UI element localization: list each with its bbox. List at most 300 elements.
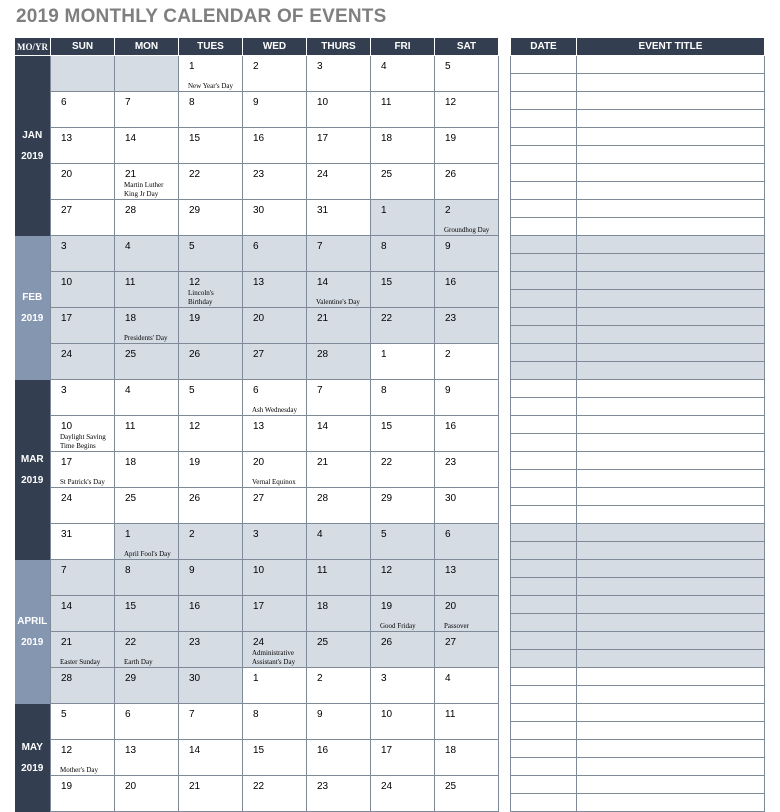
event-date-cell[interactable] (511, 290, 577, 308)
event-row (511, 794, 765, 812)
event-date-cell[interactable] (511, 146, 577, 164)
day-cell[interactable] (115, 308, 179, 344)
day-number: 24 (381, 781, 393, 792)
event-title-cell[interactable] (577, 524, 765, 542)
day-cell[interactable] (115, 488, 179, 524)
day-number: 9 (317, 709, 323, 720)
event-title-cell[interactable] (577, 704, 765, 722)
day-number: 10 (253, 565, 265, 576)
event-title-cell[interactable] (577, 776, 765, 794)
week-row (15, 92, 499, 128)
event-date-cell[interactable] (511, 524, 577, 542)
day-cell[interactable] (179, 200, 243, 236)
day-number: 1 (125, 529, 131, 540)
day-cell[interactable] (243, 92, 307, 128)
day-cell[interactable] (243, 164, 307, 200)
event-title-cell[interactable] (577, 344, 765, 362)
event-row (511, 596, 765, 614)
event-date-cell[interactable] (511, 272, 577, 290)
event-date-cell[interactable] (511, 74, 577, 92)
day-cell[interactable] (243, 776, 307, 812)
day-cell[interactable] (371, 128, 435, 164)
day-cell[interactable] (307, 596, 371, 632)
day-cell[interactable] (115, 380, 179, 416)
day-cell[interactable] (51, 704, 115, 740)
event-title-cell[interactable] (577, 110, 765, 128)
day-cell[interactable] (51, 272, 115, 308)
event-title-cell[interactable] (577, 632, 765, 650)
day-cell[interactable] (435, 416, 499, 452)
day-cell[interactable] (179, 308, 243, 344)
event-row (511, 254, 765, 272)
day-number: 4 (381, 61, 387, 72)
day-cell[interactable] (371, 236, 435, 272)
day-number: 8 (381, 385, 387, 396)
event-title-cell[interactable] (577, 56, 765, 74)
holiday-label: Lincoln's Birthday (188, 289, 214, 306)
day-number: 13 (253, 277, 265, 288)
event-row (511, 308, 765, 326)
day-cell[interactable] (179, 128, 243, 164)
day-number: 16 (253, 133, 265, 144)
day-cell[interactable] (51, 56, 115, 92)
holiday-label: Groundhog Day (444, 225, 490, 234)
day-cell[interactable] (435, 380, 499, 416)
day-cell[interactable] (51, 524, 115, 560)
day-cell[interactable] (371, 452, 435, 488)
event-date-cell[interactable] (511, 758, 577, 776)
day-cell[interactable] (435, 200, 499, 236)
day-cell[interactable] (115, 524, 179, 560)
event-title-cell[interactable] (577, 416, 765, 434)
day-number: 10 (317, 97, 329, 108)
day-number: 6 (253, 241, 259, 252)
day-cell[interactable] (51, 380, 115, 416)
day-number: 27 (61, 205, 73, 216)
day-cell[interactable] (371, 668, 435, 704)
week-row (15, 236, 499, 272)
day-cell[interactable] (243, 524, 307, 560)
day-number: 20 (253, 457, 265, 468)
day-cell[interactable] (115, 740, 179, 776)
holiday-label: Mother's Day (60, 765, 99, 774)
day-cell[interactable] (371, 164, 435, 200)
day-cell[interactable] (179, 416, 243, 452)
event-title-cell[interactable] (577, 362, 765, 380)
day-cell[interactable] (307, 272, 371, 308)
event-title-cell[interactable] (577, 182, 765, 200)
event-title-cell[interactable] (577, 290, 765, 308)
day-number: 2 (317, 673, 323, 684)
day-cell[interactable] (115, 128, 179, 164)
event-date-cell[interactable] (511, 218, 577, 236)
day-cell[interactable] (307, 200, 371, 236)
event-date-cell[interactable] (511, 128, 577, 146)
month-label-cell (15, 560, 51, 704)
event-date-cell[interactable] (511, 344, 577, 362)
event-title-cell[interactable] (577, 470, 765, 488)
event-date-cell[interactable] (511, 632, 577, 650)
day-cell[interactable] (243, 128, 307, 164)
day-number: 12 (61, 745, 73, 756)
day-cell[interactable] (243, 416, 307, 452)
calendar-header-row (15, 38, 499, 56)
event-date-cell[interactable] (511, 164, 577, 182)
day-number: 3 (61, 241, 67, 252)
day-cell[interactable] (115, 704, 179, 740)
day-cell[interactable] (51, 452, 115, 488)
event-date-cell[interactable] (511, 794, 577, 812)
event-row (511, 110, 765, 128)
day-cell[interactable] (435, 128, 499, 164)
day-cell[interactable] (243, 596, 307, 632)
event-date-cell[interactable] (511, 506, 577, 524)
day-cell[interactable] (179, 272, 243, 308)
moyr-header: MO/YR (15, 38, 51, 56)
day-cell[interactable] (115, 416, 179, 452)
event-date-cell[interactable] (511, 668, 577, 686)
day-cell[interactable] (243, 560, 307, 596)
event-date-cell[interactable] (511, 254, 577, 272)
event-row (511, 578, 765, 596)
day-cell[interactable] (307, 524, 371, 560)
day-cell[interactable] (115, 344, 179, 380)
day-cell[interactable] (435, 56, 499, 92)
events-table (510, 37, 765, 812)
day-cell[interactable] (307, 560, 371, 596)
day-cell[interactable] (243, 452, 307, 488)
day-cell[interactable] (435, 524, 499, 560)
day-cell[interactable] (307, 380, 371, 416)
event-date-cell[interactable] (511, 596, 577, 614)
day-number: 27 (253, 349, 265, 360)
day-number: 18 (445, 745, 457, 756)
day-number: 28 (317, 349, 329, 360)
day-cell[interactable] (115, 776, 179, 812)
day-cell[interactable] (243, 236, 307, 272)
day-number: 11 (317, 565, 328, 576)
event-title-cell[interactable] (577, 254, 765, 272)
day-cell[interactable] (179, 632, 243, 668)
day-cell[interactable] (51, 128, 115, 164)
day-cell[interactable] (51, 560, 115, 596)
day-cell[interactable] (435, 596, 499, 632)
day-cell[interactable] (435, 668, 499, 704)
holiday-label: Presidents' Day (124, 333, 168, 342)
day-cell[interactable] (435, 740, 499, 776)
day-cell[interactable] (179, 488, 243, 524)
event-date-cell[interactable] (511, 416, 577, 434)
day-number: 9 (445, 385, 451, 396)
day-number: 8 (381, 241, 387, 252)
event-row (511, 740, 765, 758)
day-cell[interactable] (435, 632, 499, 668)
event-title-cell[interactable] (577, 326, 765, 344)
day-number: 8 (125, 565, 131, 576)
day-cell[interactable] (435, 560, 499, 596)
day-cell[interactable] (371, 308, 435, 344)
day-cell[interactable] (307, 632, 371, 668)
event-title-header: EVENT TITLE (577, 38, 765, 56)
event-date-cell[interactable] (511, 200, 577, 218)
event-row (511, 758, 765, 776)
day-cell[interactable] (435, 272, 499, 308)
day-number: 6 (253, 385, 259, 396)
day-cell[interactable] (179, 92, 243, 128)
event-title-cell[interactable] (577, 164, 765, 182)
event-title-cell[interactable] (577, 668, 765, 686)
event-date-cell[interactable] (511, 182, 577, 200)
day-cell[interactable] (51, 200, 115, 236)
day-cell[interactable] (51, 776, 115, 812)
event-date-cell[interactable] (511, 56, 577, 74)
event-title-cell[interactable] (577, 722, 765, 740)
day-number: 19 (189, 457, 201, 468)
day-cell[interactable] (435, 452, 499, 488)
event-title-cell[interactable] (577, 614, 765, 632)
day-cell[interactable] (115, 236, 179, 272)
day-cell[interactable] (179, 740, 243, 776)
event-title-cell[interactable] (577, 398, 765, 416)
day-number: 27 (445, 637, 457, 648)
day-cell[interactable] (307, 308, 371, 344)
day-cell[interactable] (307, 488, 371, 524)
day-cell[interactable] (115, 164, 179, 200)
event-title-cell[interactable] (577, 740, 765, 758)
event-date-cell[interactable] (511, 362, 577, 380)
day-cell[interactable] (51, 668, 115, 704)
day-cell[interactable] (179, 524, 243, 560)
day-cell[interactable] (435, 776, 499, 812)
day-cell[interactable] (371, 380, 435, 416)
day-number: 30 (253, 205, 265, 216)
day-header-sun: SUN (51, 38, 115, 56)
day-cell[interactable] (371, 776, 435, 812)
day-cell[interactable] (307, 56, 371, 92)
day-cell[interactable] (307, 704, 371, 740)
event-date-cell[interactable] (511, 470, 577, 488)
day-cell[interactable] (307, 416, 371, 452)
day-number: 22 (189, 169, 201, 180)
day-number: 15 (125, 601, 137, 612)
day-cell[interactable] (307, 236, 371, 272)
event-title-cell[interactable] (577, 488, 765, 506)
day-cell[interactable] (51, 308, 115, 344)
day-cell[interactable] (243, 308, 307, 344)
holiday-label: Valentine's Day (316, 297, 360, 306)
day-cell[interactable] (243, 56, 307, 92)
event-date-cell[interactable] (511, 614, 577, 632)
event-date-cell[interactable] (511, 740, 577, 758)
day-cell[interactable] (179, 776, 243, 812)
event-date-cell[interactable] (511, 488, 577, 506)
event-date-cell[interactable] (511, 110, 577, 128)
event-date-cell[interactable] (511, 92, 577, 110)
day-cell[interactable] (243, 488, 307, 524)
day-cell[interactable] (307, 164, 371, 200)
event-row (511, 200, 765, 218)
event-date-cell[interactable] (511, 236, 577, 254)
event-date-cell[interactable] (511, 722, 577, 740)
day-cell[interactable] (435, 704, 499, 740)
event-title-cell[interactable] (577, 434, 765, 452)
event-date-cell[interactable] (511, 560, 577, 578)
day-cell[interactable] (51, 92, 115, 128)
event-title-cell[interactable] (577, 236, 765, 254)
day-cell[interactable] (307, 344, 371, 380)
event-date-cell[interactable] (511, 398, 577, 416)
event-title-cell[interactable] (577, 218, 765, 236)
day-number: 28 (125, 205, 137, 216)
day-cell[interactable] (115, 56, 179, 92)
event-title-cell[interactable] (577, 380, 765, 398)
day-cell[interactable] (243, 632, 307, 668)
day-cell[interactable] (371, 632, 435, 668)
day-cell[interactable] (371, 200, 435, 236)
day-cell[interactable] (243, 272, 307, 308)
day-cell[interactable] (435, 236, 499, 272)
day-cell[interactable] (51, 740, 115, 776)
day-cell[interactable] (51, 416, 115, 452)
day-cell[interactable] (243, 200, 307, 236)
holiday-label: Earth Day (124, 657, 153, 666)
day-cell[interactable] (115, 272, 179, 308)
event-title-cell[interactable] (577, 128, 765, 146)
day-cell[interactable] (115, 596, 179, 632)
day-cell[interactable] (179, 236, 243, 272)
month-year: 2019 (21, 312, 44, 324)
event-title-cell[interactable] (577, 92, 765, 110)
day-cell[interactable] (307, 452, 371, 488)
day-cell[interactable] (179, 704, 243, 740)
day-number: 14 (317, 277, 329, 288)
event-date-cell[interactable] (511, 776, 577, 794)
event-title-cell[interactable] (577, 596, 765, 614)
day-cell[interactable] (307, 92, 371, 128)
day-cell[interactable] (371, 740, 435, 776)
day-cell[interactable] (371, 92, 435, 128)
event-date-cell[interactable] (511, 308, 577, 326)
event-title-cell[interactable] (577, 542, 765, 560)
event-title-cell[interactable] (577, 578, 765, 596)
day-cell[interactable] (115, 560, 179, 596)
event-title-cell[interactable] (577, 560, 765, 578)
day-cell[interactable] (115, 200, 179, 236)
day-cell[interactable] (243, 344, 307, 380)
day-cell[interactable] (115, 452, 179, 488)
day-cell[interactable] (371, 416, 435, 452)
event-date-cell[interactable] (511, 578, 577, 596)
day-cell[interactable] (51, 596, 115, 632)
event-date-cell[interactable] (511, 686, 577, 704)
event-title-cell[interactable] (577, 308, 765, 326)
day-cell[interactable] (435, 488, 499, 524)
event-date-cell[interactable] (511, 704, 577, 722)
day-cell[interactable] (307, 776, 371, 812)
day-cell[interactable] (243, 380, 307, 416)
day-cell[interactable] (243, 668, 307, 704)
event-title-cell[interactable] (577, 794, 765, 812)
day-cell[interactable] (51, 164, 115, 200)
event-title-cell[interactable] (577, 758, 765, 776)
day-cell[interactable] (51, 236, 115, 272)
event-row (511, 452, 765, 470)
day-cell[interactable] (435, 92, 499, 128)
event-title-cell[interactable] (577, 452, 765, 470)
day-cell[interactable] (115, 632, 179, 668)
day-cell[interactable] (51, 632, 115, 668)
day-cell[interactable] (371, 488, 435, 524)
day-cell[interactable] (371, 596, 435, 632)
day-cell[interactable] (115, 92, 179, 128)
month-name: MAY (21, 741, 43, 753)
day-cell[interactable] (179, 56, 243, 92)
event-title-cell[interactable] (577, 686, 765, 704)
day-cell[interactable] (371, 344, 435, 380)
day-cell[interactable] (179, 344, 243, 380)
day-cell[interactable] (179, 164, 243, 200)
day-number: 23 (445, 313, 457, 324)
day-cell[interactable] (371, 56, 435, 92)
day-cell[interactable] (307, 128, 371, 164)
day-cell[interactable] (435, 344, 499, 380)
day-number: 16 (445, 421, 457, 432)
day-cell[interactable] (371, 704, 435, 740)
day-cell[interactable] (371, 524, 435, 560)
event-date-cell[interactable] (511, 542, 577, 560)
month-year: 2019 (21, 150, 44, 162)
day-cell[interactable] (435, 308, 499, 344)
holiday-label: Vernal Equinox (252, 477, 296, 486)
month-label-cell (15, 236, 51, 380)
day-number: 17 (253, 601, 265, 612)
event-title-cell[interactable] (577, 650, 765, 668)
event-title-cell[interactable] (577, 74, 765, 92)
day-cell[interactable] (243, 740, 307, 776)
day-cell[interactable] (179, 596, 243, 632)
event-title-cell[interactable] (577, 200, 765, 218)
day-cell[interactable] (179, 380, 243, 416)
event-date-cell[interactable] (511, 380, 577, 398)
day-cell[interactable] (307, 740, 371, 776)
event-row (511, 614, 765, 632)
event-date-cell[interactable] (511, 452, 577, 470)
day-cell[interactable] (243, 704, 307, 740)
event-date-cell[interactable] (511, 650, 577, 668)
day-cell[interactable] (51, 344, 115, 380)
day-cell[interactable] (115, 668, 179, 704)
event-title-cell[interactable] (577, 506, 765, 524)
week-row (15, 704, 499, 740)
event-title-cell[interactable] (577, 146, 765, 164)
day-number: 12 (189, 421, 201, 432)
day-cell[interactable] (51, 488, 115, 524)
event-date-cell[interactable] (511, 326, 577, 344)
day-cell[interactable] (435, 164, 499, 200)
day-cell[interactable] (179, 668, 243, 704)
event-title-cell[interactable] (577, 272, 765, 290)
day-cell[interactable] (307, 668, 371, 704)
day-number: 4 (317, 529, 323, 540)
day-number: 30 (445, 493, 457, 504)
day-cell[interactable] (371, 560, 435, 596)
day-number: 11 (445, 709, 456, 720)
day-cell[interactable] (179, 560, 243, 596)
event-row (511, 74, 765, 92)
event-date-cell[interactable] (511, 434, 577, 452)
day-cell[interactable] (179, 452, 243, 488)
day-cell[interactable] (371, 272, 435, 308)
